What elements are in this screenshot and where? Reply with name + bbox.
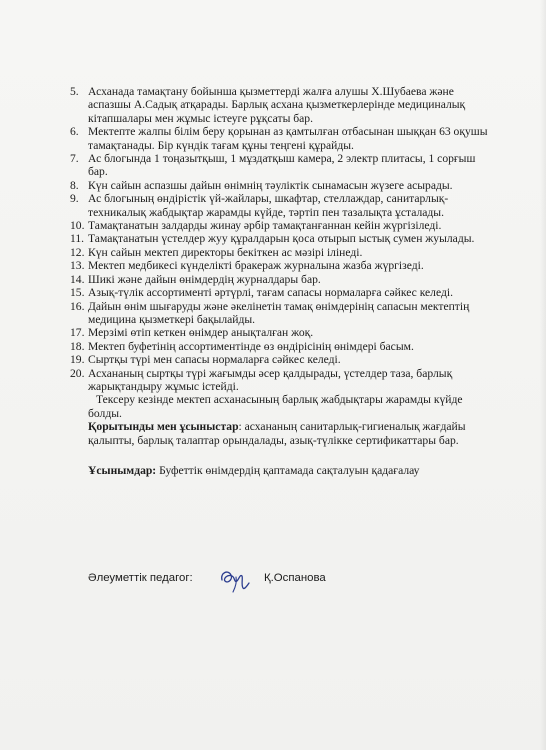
item-number: 8. — [70, 178, 79, 192]
item-text: Мектепте жалпы білім беру қорынан аз қамтылған отбасынан шыққан 63 оқушы тамақтанады. Бір күндік тағам құны теңгені құрайды. — [88, 125, 488, 152]
item-number: 16. — [70, 299, 85, 313]
item-number: 11. — [70, 232, 85, 246]
item-text: Ас блогында 1 тоңазытқыш, 1 мұздатқыш камера, 2 электр плитасы, 1 сорғыш бар. — [88, 152, 476, 179]
item-text: Шикі және дайын өнімдердің журналдары бар. — [88, 272, 321, 286]
list-item — [70, 192, 490, 219]
item-number: 13. — [70, 259, 85, 273]
item-text: Сыртқы түрі мен сапасы нормаларға сәйкес келеді. — [88, 353, 341, 367]
item-number: 7. — [70, 152, 79, 166]
handwritten-signature — [216, 564, 252, 594]
list-item — [70, 125, 490, 152]
list-item — [70, 326, 490, 339]
item-number: 17. — [70, 326, 85, 340]
item-text: Күн сайын мектеп директоры бекіткен ас мәзірі ілінеді. — [88, 245, 363, 259]
item-text: Мерзімі өтіп кеткен өнімдер анықталған жоқ. — [88, 326, 314, 340]
item-text: Тамақтанатын залдарды жинау әрбір тамақтанғаннан кейін жүргізіледі. — [88, 219, 442, 233]
item-number: 15. — [70, 286, 85, 300]
item-number: 10. — [70, 219, 85, 233]
list-item — [70, 246, 490, 259]
list-item — [70, 273, 490, 286]
list-item — [70, 286, 490, 299]
recommendation-paragraph — [70, 464, 490, 477]
list-item — [70, 367, 490, 394]
item-text: Ас блогының өндірістік үй-жайлары, шкафтар, стеллаждар, санитарлық-техникалық жабдықтар жарамды күйде, тәртіп пен тазалықта ұсталады. — [88, 192, 449, 219]
item-number: 20. — [70, 366, 85, 380]
item-text: Асхананың сыртқы түрі жағымды әсер қалдырады, үстелдер таза, барлық жарықтандыру жұмыс істейді. — [88, 366, 453, 393]
item-text: Дайын өнім шығаруды және әкелінетін тамақ өнімдерінің сапасын мектептің медицина қызметкері бақылайды. — [88, 299, 470, 326]
list-item — [70, 353, 490, 366]
scan-edge — [540, 0, 546, 750]
item-number: 9. — [70, 192, 79, 206]
conclusion-text: : асхананың санитарлық-гигиеналық жағдайы қалыпты, барлық талаптар орындалады, азық-түлікке сертификаттары бар. — [88, 420, 466, 447]
item-text: Күн сайын аспазшы дайын өнімнің тәуліктік сынамасын жүзеге асырады. — [88, 178, 453, 192]
item-number: 5. — [70, 85, 79, 98]
list-item — [70, 259, 490, 272]
conclusion-heading: Қорытынды мен ұсыныстар — [88, 420, 239, 434]
signature-block — [88, 568, 388, 594]
list-item — [70, 232, 490, 245]
item-number: 19. — [70, 353, 85, 367]
list-item — [70, 152, 490, 179]
signature-name: Қ.Оспанова — [264, 572, 326, 584]
list-item — [70, 85, 490, 125]
list-item — [70, 219, 490, 232]
recommendation-text: Буфеттік өнімдердің қаптамада сақталуын қадағалау — [156, 463, 420, 477]
item-number: 18. — [70, 339, 85, 353]
item-number: 12. — [70, 245, 85, 259]
item-text: Мектеп буфетінің ассортиментінде өз өндірісінің өнімдері басым. — [88, 339, 414, 353]
list-item — [70, 179, 490, 192]
findings-list — [70, 85, 490, 393]
conclusion-paragraph — [70, 420, 490, 447]
document-body — [70, 85, 490, 489]
signature-title: Әлеуметтік педагог: — [88, 572, 193, 584]
item-text: Асханада тамақтану бойынша қызметтерді жалға алушы Х.Шубаева және аспазшы А.Садық атқарады. Барлық асхана қызметкерлерінде медициналық кітапшалары мен жұмыс істеуге рұқсаты бар. — [88, 85, 466, 125]
item-number: 6. — [70, 125, 79, 139]
item-text: Мектеп медбикесі күнделікті бракераж журналына жазба жүргізеді. — [88, 259, 424, 273]
item-text: Азық-түлік ассортименті әртүрлі, тағам сапасы нормаларға сәйкес келеді. — [88, 286, 453, 300]
recommendation-heading: Ұсынымдар: — [88, 463, 157, 477]
item-text: Тамақтанатын үстелдер жуу құралдарын қоса отырып ыстық сумен жуылады. — [88, 232, 475, 246]
closing-paragraph: Тексеру кезінде мектеп асханасының барлық жабдықтары жарамды күйде болды. — [88, 393, 463, 420]
item-number: 14. — [70, 272, 85, 286]
list-item — [70, 340, 490, 353]
list-item — [70, 300, 490, 327]
